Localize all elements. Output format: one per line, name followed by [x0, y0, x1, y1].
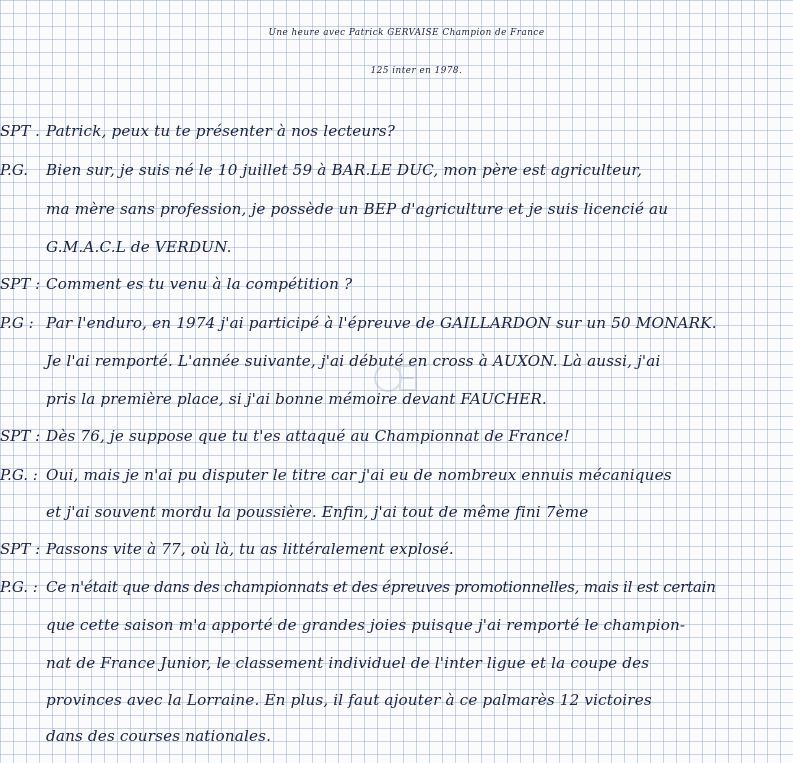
- text-line: G.M.A.C.L de VERDUN.: [46, 238, 232, 256]
- text-line: Comment es tu venu à la compétition ?: [46, 275, 353, 293]
- text-line: nat de France Junior, le classement individuel de l'inter ligue et la coupe des: [46, 654, 650, 672]
- text-line: Patrick, peux tu te présenter à nos lecteurs?: [46, 122, 396, 140]
- watermark-stamp-icon: [372, 358, 422, 398]
- text-line: ma mère sans profession, je possède un BEP d'agriculture et je suis licencié au: [46, 200, 669, 218]
- text-line: Ce n'était que dans des championnats et des épreuves promotionnelles, mais il est certain: [46, 578, 716, 596]
- text-line: Dès 76, je suppose que tu t'es attaqué au Championnat de France!: [46, 427, 570, 445]
- text-line: pris la première place, si j'ai bonne mémoire devant FAUCHER.: [46, 390, 547, 408]
- speaker-label: P.G. :: [0, 578, 38, 596]
- text-line: Je l'ai remporté. L'année suivante, j'ai débuté en cross à AUXON. Là aussi, j'ai: [46, 352, 661, 370]
- speaker-label: P.G. :: [0, 466, 38, 484]
- text-line: Passons vite à 77, où là, tu as littéralement explosé.: [46, 540, 454, 558]
- text-line: dans des courses nationales.: [46, 727, 272, 745]
- text-line: Oui, mais je n'ai pu disputer le titre car j'ai eu de nombreux ennuis mécaniques: [46, 466, 672, 484]
- text-line: provinces avec la Lorraine. En plus, il faut ajouter à ce palmarès 12 victoires: [46, 691, 652, 709]
- speaker-label: P.G.: [0, 161, 29, 179]
- speaker-label: SPT :: [0, 427, 41, 445]
- text-line: et j'ai souvent mordu la poussière. Enfin, j'ai tout de même fini 7ème: [46, 503, 589, 521]
- text-line: que cette saison m'a apporté de grandes joies puisque j'ai remporté le champion-: [46, 616, 686, 634]
- page-subtitle: 125 inter en 1978.: [370, 66, 463, 76]
- speaker-label: SPT .: [0, 122, 40, 140]
- text-line: Bien sur, je suis né le 10 juillet 59 à BAR.LE DUC, mon père est agriculteur,: [46, 161, 643, 179]
- page-title: Une heure avec Patrick GERVAISE Champion de France: [268, 28, 545, 38]
- speaker-label: SPT :: [0, 540, 41, 558]
- speaker-label: SPT :: [0, 275, 41, 293]
- speaker-label: P.G :: [0, 314, 34, 332]
- text-line: Par l'enduro, en 1974 j'ai participé à l'épreuve de GAILLARDON sur un 50 MONARK.: [46, 314, 717, 332]
